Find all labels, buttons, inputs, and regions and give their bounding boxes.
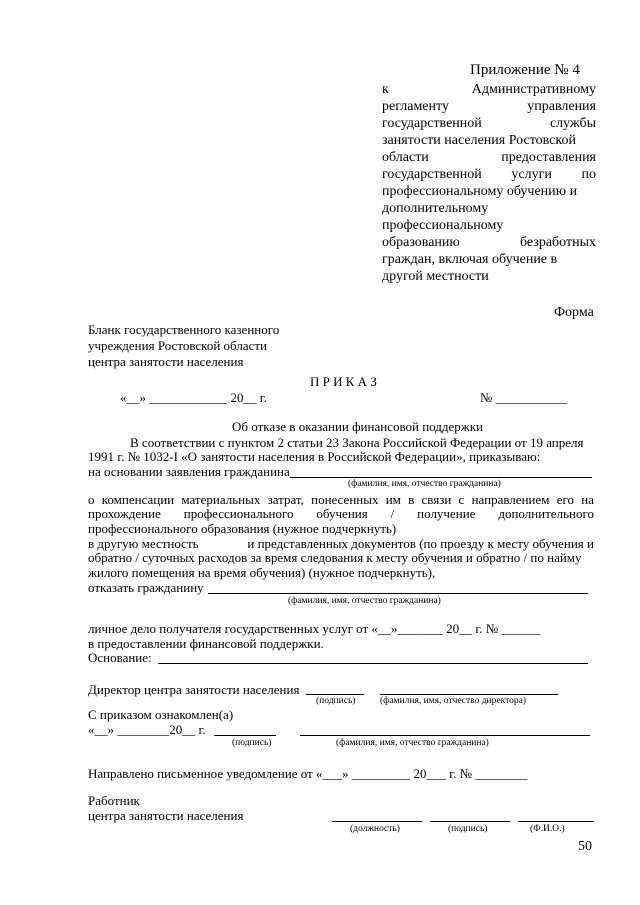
annex-text (382, 81, 596, 285)
reason-label: Основание: (88, 650, 152, 665)
director-sign-line[interactable] (306, 694, 364, 695)
justified-word: и представленных документов (по проезду к месту обучения и (247, 536, 594, 551)
justified-word: понесенных (311, 492, 379, 507)
order-heading: П Р И К А З (310, 374, 377, 389)
refuse-fill-line[interactable] (208, 593, 588, 594)
justified-word: компенсации (101, 492, 175, 507)
worker-line-1: Работник (88, 793, 140, 808)
worker-hint-position: (должность) (350, 824, 400, 834)
annex-row (382, 251, 596, 268)
worker-line-2: центра занятости населения (88, 808, 244, 823)
annex-row (382, 217, 596, 234)
acquainted-hint-sign: (подпись) (232, 738, 272, 748)
justified-word: направлением (471, 492, 550, 507)
justified-word: на (581, 492, 594, 507)
justified-word: получение (417, 506, 476, 521)
annex-row (382, 268, 596, 285)
annex-row (382, 115, 596, 132)
page-number: 50 (578, 839, 592, 854)
annex-word: профессиональному (382, 218, 504, 233)
acquainted-date: «__» ________20__ г. (88, 722, 206, 737)
annex-word: граждан, включая обучение в (382, 252, 558, 267)
order-subject: Об отказе в оказании финансовой поддержки (232, 419, 484, 434)
justified-word: дополнительного (498, 506, 594, 521)
annex-word: образованию (382, 235, 460, 250)
move-line-3: жилого помещения на время обучения) (нужное подчеркнуть), (88, 565, 436, 580)
justified-word: им (385, 492, 401, 507)
notice-line: Направлено письменное уведомление от «___» _________ 20___ г. № ________ (88, 766, 528, 781)
comp-line-1 (88, 493, 594, 506)
annex-row (382, 234, 596, 251)
justified-word: его (556, 492, 574, 507)
org-line-1: Бланк государственного казенного (88, 322, 280, 337)
order-number: № ___________ (480, 390, 568, 405)
refuse-label: отказать гражданину (88, 580, 204, 595)
director-hint-fio: (фамилия, имя, отчество директора) (380, 696, 526, 706)
basis-fill-line[interactable] (290, 477, 592, 478)
acquainted-hint-fio: (фамилия, имя, отчество гражданина) (336, 738, 489, 748)
annex-word: к (382, 82, 389, 97)
comp-line-3: профессионального образования (нужное подчеркнуть) (88, 521, 397, 536)
annex-row (382, 166, 596, 183)
annex-word: регламенту (382, 99, 449, 114)
org-line-3: центра занятости населения (88, 354, 244, 369)
annex-row (382, 183, 596, 200)
justified-word: / (390, 506, 395, 521)
director-hint-sign: (подпись) (316, 696, 356, 706)
annex-word: управления (527, 99, 596, 114)
form-label: Форма (554, 305, 594, 320)
org-line-2: учреждения Ростовской области (88, 338, 267, 353)
annex-word: дополнительному (382, 201, 489, 216)
refuse-hint: (фамилия, имя, отчество гражданина) (288, 596, 441, 606)
order-date: «__» ____________ 20__ г. (120, 390, 267, 405)
annex-word: службы (549, 116, 596, 131)
worker-hint-fio: (Ф.И.О.) (530, 824, 565, 834)
worker-hint-sign: (подпись) (448, 824, 488, 834)
justified-word: в другую местность (88, 536, 199, 551)
body-p1-line1: В соответствии с пунктом 2 статьи 23 Закона Российской Федерации от 19 апреля (130, 435, 584, 450)
justified-word: в (408, 492, 415, 507)
move-line-2: обратно / суточных расходов за время следования к месту обучения и обратно / по найму (88, 550, 582, 565)
basis-hint: (фамилия, имя, отчество гражданина) (348, 479, 501, 489)
annex-word: услуги (511, 167, 552, 182)
annex-word: Административному (471, 82, 596, 97)
worker-position-line[interactable] (332, 821, 422, 822)
move-line-1 (88, 537, 594, 550)
acquainted-fio-line[interactable] (300, 735, 590, 736)
annex-word: предоставления (501, 150, 596, 165)
body-p1-line2: 1991 г. № 1032-I «О занятости населения в Российской Федерации», приказываю: (88, 449, 541, 464)
annex-row (382, 200, 596, 217)
basis-label: на основании заявления гражданина (88, 464, 290, 479)
justified-word: профессионального (183, 506, 294, 521)
personal-file-line: личное дело получателя государственных услуг от «__»_______ 20__ г. № ______ (88, 621, 541, 636)
acquainted-label: С приказом ознакомлен(а) (88, 707, 234, 722)
annex-word: безработных (519, 235, 596, 250)
annex-word: государственной (382, 167, 482, 182)
comp-line-2 (88, 507, 594, 520)
annex-word: другой местности (382, 269, 489, 284)
annex-row (382, 81, 596, 98)
reason-fill-line[interactable] (158, 663, 588, 664)
justified-word: связи (421, 492, 452, 507)
annex-word: по (581, 167, 596, 182)
annex-title: Приложение № 4 (470, 62, 580, 78)
annex-word: профессиональному обучению и (382, 184, 578, 199)
annex-word: государственной (382, 116, 482, 131)
director-label: Директор центра занятости населения (88, 682, 300, 697)
in-grant-line: в предоставлении финансовой поддержки. (88, 636, 324, 651)
justified-word: обучения (316, 506, 368, 521)
annex-row (382, 98, 596, 115)
director-fio-line[interactable] (380, 694, 558, 695)
annex-row (382, 149, 596, 166)
annex-word: занятости населения Ростовской (382, 133, 576, 148)
annex-word: области (382, 150, 429, 165)
justified-word: материальных (181, 492, 261, 507)
worker-fio-line[interactable] (518, 821, 594, 822)
justified-word: прохождение (88, 506, 161, 521)
annex-row (382, 132, 596, 149)
worker-sign-line[interactable] (430, 821, 510, 822)
justified-word: с (458, 492, 465, 507)
acquainted-sign-line[interactable] (214, 735, 276, 736)
justified-word: затрат, (267, 492, 304, 507)
justified-word: о (88, 492, 95, 507)
